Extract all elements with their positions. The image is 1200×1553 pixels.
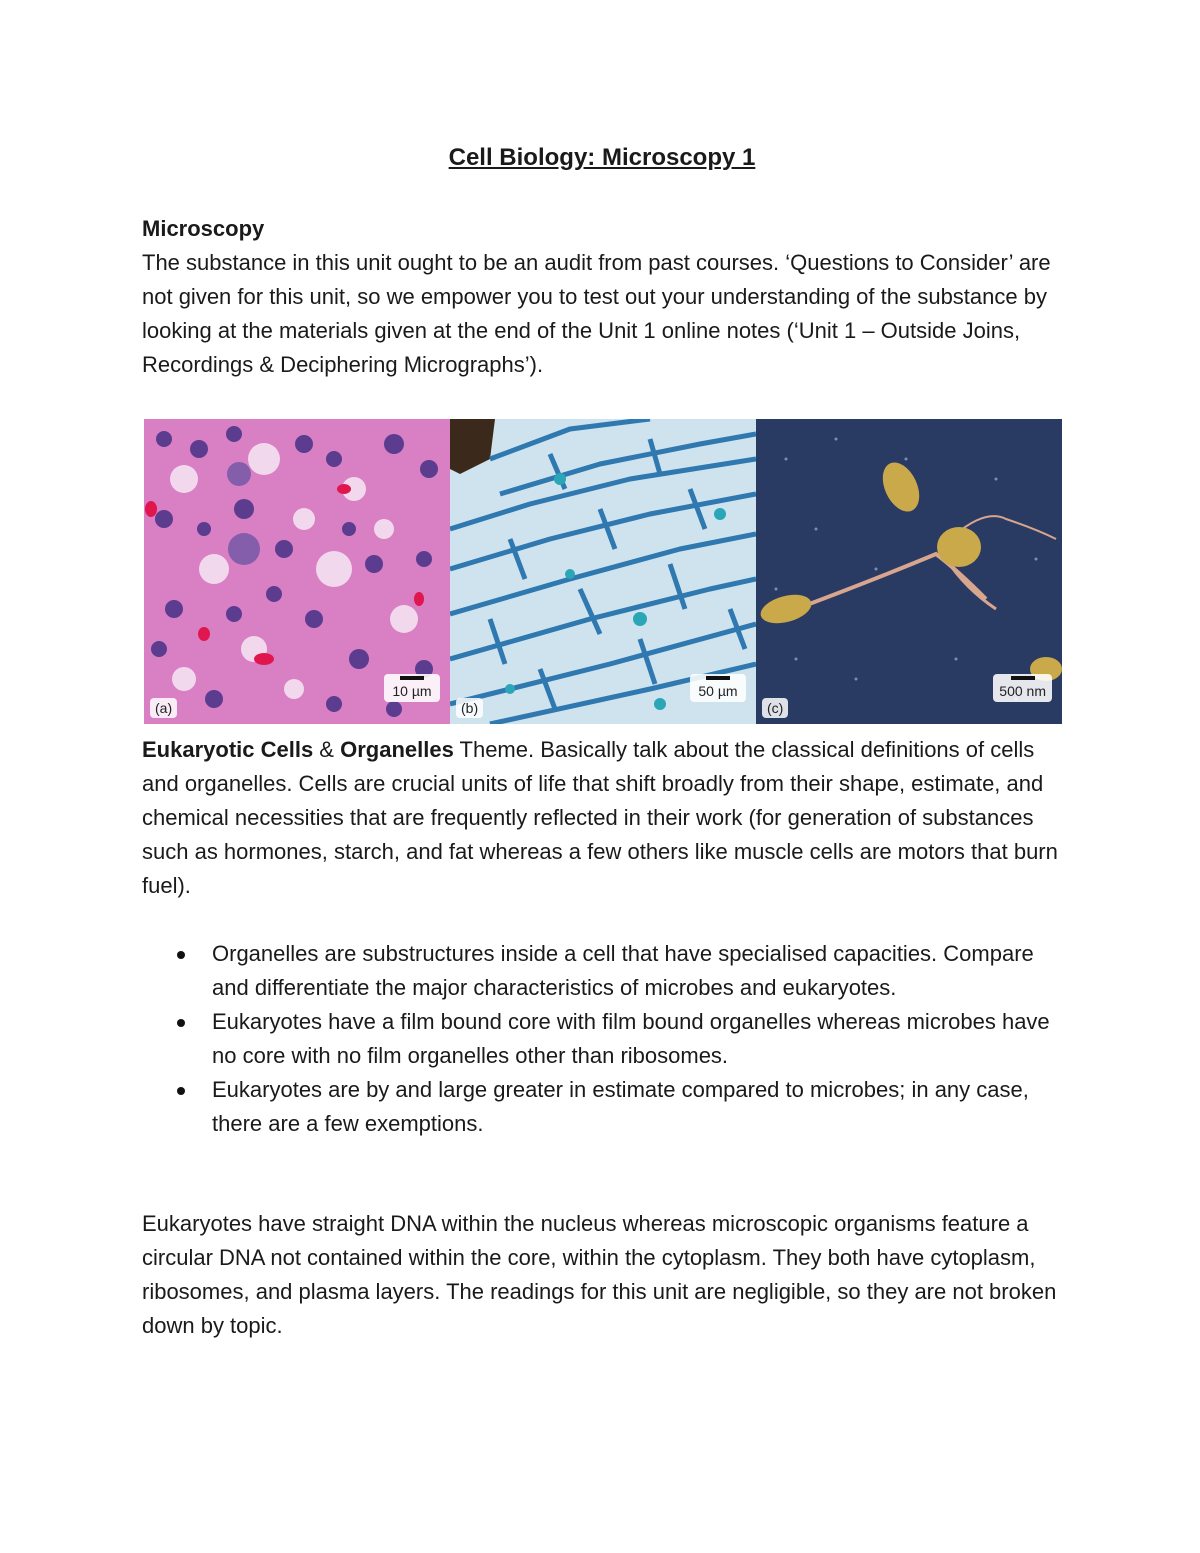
micrograph-figure bbox=[144, 419, 1062, 724]
theme-bold-1: Eukaryotic Cells bbox=[142, 737, 314, 762]
micrograph-panel-b bbox=[450, 419, 756, 724]
scale-text-a: 10 µm bbox=[392, 683, 432, 699]
bullet-icon bbox=[177, 951, 185, 959]
list-item bbox=[142, 1005, 1060, 1073]
section-heading: Microscopy bbox=[142, 216, 265, 241]
micrograph-panel-a bbox=[144, 419, 450, 724]
scale-bar-b bbox=[690, 674, 746, 702]
panel-label-c: (c) bbox=[762, 698, 788, 718]
bullet-text: Eukaryotes are by and large greater in estimate compared to microbes; in any case, there are a few exemptions. bbox=[212, 1077, 1029, 1136]
bullet-text: Organelles are substructures inside a cell that have specialised capacities. Compare and differentiate the major characteristics of microbes and eukaryotes. bbox=[212, 941, 1034, 1000]
list-item bbox=[142, 1073, 1060, 1141]
intro-paragraph: The substance in this unit ought to be an audit from past courses. ‘Questions to Consider’ are not given for this unit, so we empower you to test out your understanding of the substance by looking at the materials given at the end of the Unit 1 online notes (‘Unit 1 – Outside Joins, Recordings & Deciphering Micrographs’). bbox=[142, 250, 1051, 377]
scale-text-c: 500 nm bbox=[999, 683, 1046, 699]
scale-bar-a bbox=[384, 674, 440, 702]
panel-label-b: (b) bbox=[456, 698, 483, 718]
bullet-list bbox=[142, 937, 1060, 1141]
closing-paragraph: Eukaryotes have straight DNA within the nucleus whereas microscopic organisms feature a circular DNA not contained within the core, within the cytoplasm. They both have cytoplasm, ribosomes, and plasma layers. The readings for this unit are negligible, so they are not broken down by topic. bbox=[142, 1211, 1057, 1338]
bullet-text: Eukaryotes have a film bound core with film bound organelles whereas microbes have no core with no film organelles other than ribosomes. bbox=[212, 1009, 1050, 1068]
bullet-icon bbox=[177, 1087, 185, 1095]
scale-bar-c bbox=[993, 674, 1052, 702]
bullet-icon bbox=[177, 1019, 185, 1027]
panel-label-a: (a) bbox=[150, 698, 177, 718]
theme-bold-2: Organelles bbox=[340, 737, 454, 762]
theme-amp: & bbox=[313, 737, 341, 762]
micrograph-panel-c bbox=[756, 419, 1062, 724]
theme-paragraph bbox=[142, 733, 1060, 903]
list-item bbox=[142, 937, 1060, 1005]
page-title: Cell Biology: Microscopy 1 bbox=[448, 144, 756, 171]
theme-rest: Theme. Basically talk about the classical definitions of cells and organelles. Cells are crucial units of life that shift broadly from their shape, estimate, and chemical necessities that are frequently reflected in their work (for generation of substances such as hormones, starch, and fat whereas a few others like muscle cells are motors that burn fuel). bbox=[142, 737, 1058, 898]
scale-text-b: 50 µm bbox=[698, 683, 738, 699]
